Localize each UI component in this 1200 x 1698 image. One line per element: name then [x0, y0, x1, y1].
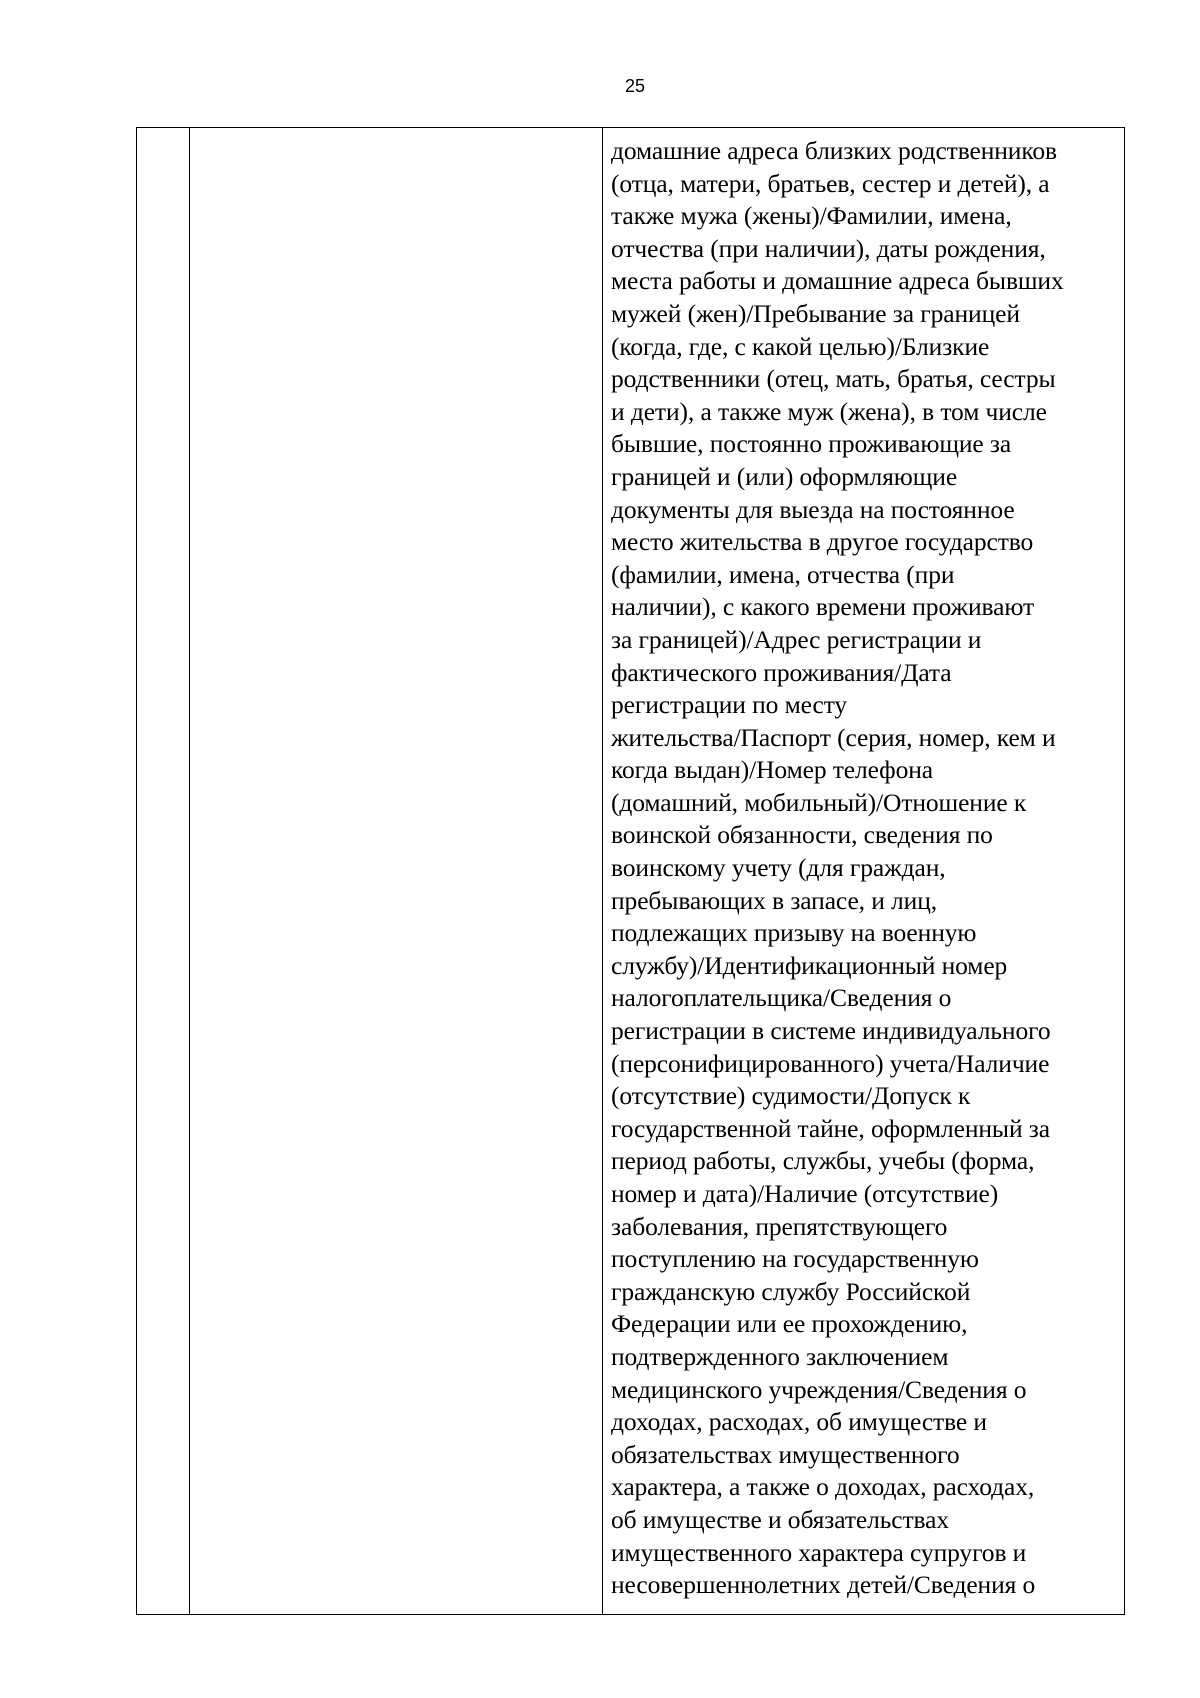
page-number: 25 — [624, 76, 646, 96]
cell-number-text — [137, 128, 189, 135]
table-cell-number — [137, 128, 190, 1615]
table-cell-name — [190, 128, 603, 1615]
cell-data-text: домашние адреса близких родственников (отца, матери, братьев, сестер и детей), а также мужа (жены)/Фамилии, имена, отчества (при наличии), даты рождения, места работы и домашние адреса бывших мужей (жен)/Пребывание за границей (когда, где, с какой целью)/Близкие родственники (отец, мать, братья, сестры и дети), а также муж (жена), в том числе бывшие, постоянно проживающие за границей и (или) оформляющие документы для выезда на постоянное место жительства в другое государство (фамилии, имена, отчества (при наличии), с какого времени проживают за границей)/Адрес регистрации и фактического проживания/Дата регистрации по месту жительства/Паспорт (серия, номер, кем и когда выдан)/Номер телефона (домашний, мобильный)/Отношение к воинской обязанности, сведения по воинскому учету (для граждан, пребывающих в запасе, и лиц, подлежащих призыву на военную службу)/Идентификационный номер налогоплательщика/Сведения о регистрации в системе индивидуального (персонифицированного) учета/Наличие (отсутствие) судимости/Допуск к государственной тайне, оформленный за период работы, службы, учебы (форма, номер и дата)/Наличие (отсутствие) заболевания, препятствующего поступлению на государственную гражданскую службу Российской Федерации или ее прохождению, подтвержденного заключением медицинского учреждения/Сведения о доходах, расходах, об имуществе и обязательствах имущественного характера, а также о доходах, расходах, об имуществе и обязательствах имущественного характера супругов и несовершеннолетних детей/Сведения о — [611, 136, 1064, 1600]
table-cell-data — [603, 128, 1125, 1615]
table-row — [137, 128, 1125, 1615]
document-table — [136, 127, 1125, 1615]
cell-name-text — [190, 128, 602, 135]
